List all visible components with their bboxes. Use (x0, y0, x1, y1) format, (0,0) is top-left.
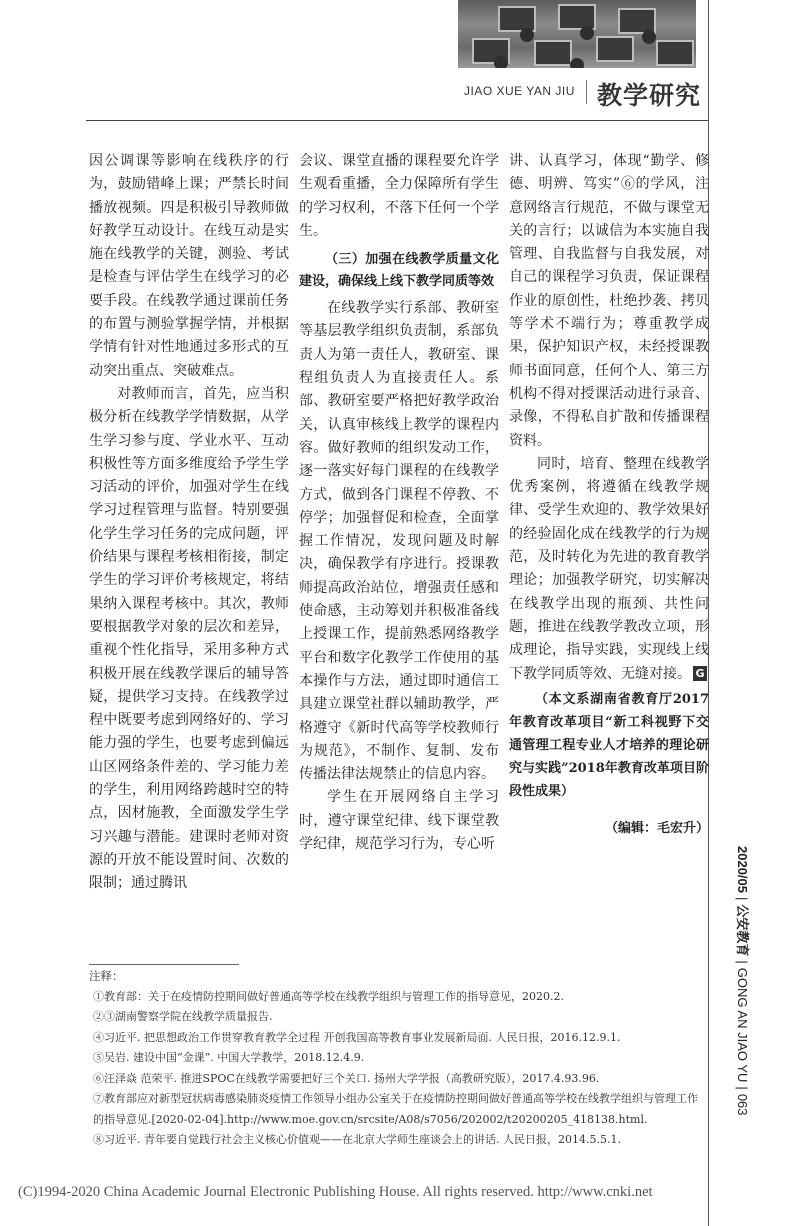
copyright-line: (C)1994-2020 China Academic Journal Electronic Publishing House. All rights reserved. http://www.cnki.net (18, 1184, 653, 1200)
journal-sidebar: 2020/05|公安教育|GONG AN JIAO YU|063 (735, 846, 750, 1116)
paragraph: 对教师而言，首先，应当积极分析在线教学学情数据，从学生学习参与度、学业水平、互动积极性等方面多维度给予学生学习活动的评价，加强对学生在线学习过程管理与监督。特别要强化学生学习任务的完成问题，评价结果与课程考核相衔接，制定学生的学习评价考核规定，将结果纳入课程考核中。其次，教师要根据教学对象的层次和差异，重视个性化指导，采用多种方式积极开展在线教学课后的辅导答疑，提供学习支持。在线教学过程中既要考虑到网络好的、学习能力强的学生，也要考虑到偏远山区网络条件差的、学习能力差的学生，利用网络跨越时空的特点，因材施教，全面激发学生学习兴趣与潜能。建课时老师对资源的开放不能设置时间、次数的限制；通过腾讯 (89, 385, 289, 892)
footnote-item: ⑥汪泽焱 范荣平. 推进SPOC在线教学需要把好三个关口. 扬州大学学报（高教研究版），2017.4.93.96. (93, 1071, 600, 1085)
header-photo (458, 0, 696, 68)
footnote-item: ⑦教育部应对新型冠状病毒感染肺炎疫情工作领导小组办公室关于在疫情防控期间做好普通高等学校在线教学组织与管理工作的指导意见.[2020-02-04].http://www.moe.gov.cn/srcsite/A08/s7056/202002/t20200205_418138.html. (93, 1092, 698, 1126)
journal-pinyin: GONG AN JIAO YU (735, 967, 750, 1083)
footnote-item: ④习近平. 把思想政治工作贯穿教育教学全过程 开创我国高等教育事业发展新局面. 人民日报，2016.12.9.1. (93, 1030, 621, 1044)
issue-number: 2020/05 (735, 846, 750, 893)
paragraph: 学生在开展网络自主学习时，遵守课堂纪律、线下课堂教学纪律，规范学习行为，专心听 (299, 789, 499, 853)
page-number: 063 (735, 1093, 750, 1116)
footnote-rule (89, 964, 239, 965)
footnote-title: 注释： (89, 969, 124, 983)
text-column-1 (89, 150, 289, 896)
paragraph (509, 453, 709, 686)
paragraph: 因公调课等影响在线秩序的行为，鼓励错峰上课；严禁长时间播放视频。四是积极引导教师做好教学互动设计。在线互动是实施在线教学的关键，测验、考试是检查与评估学生在线学习的必要手段。在线教学通过课前任务的布置与测验掌握学情，并根据学情有针对性地通过多形式的互动突出重点、突破难点。 (89, 153, 289, 379)
footnote-item: ①教育部：关于在疫情防控期间做好普通高等学校在线教学组织与管理工作的指导意见，2020.2. (93, 989, 564, 1003)
section-title: 教学研究 (597, 81, 702, 110)
text-column-3 (509, 150, 709, 840)
editor-credit: （编辑：毛宏升） (604, 820, 709, 836)
footnotes (89, 966, 701, 1151)
header-divider (586, 80, 587, 104)
paragraph: 讲、认真学习，体现“勤学、修德、明辨、笃实”⑥的学风，注意网络言行规范，不做与课堂无关的言行；以诚信为本实施自我管理、自我监督与自我发展，对自己的课程学习负责，保证课程作业的原创性，杜绝抄袭、拷贝等学术不端行为；尊重教学成果，保护知识产权，未经授课教师书面同意，任何个人、第三方机构不得对授课活动进行录音、录像，不得私自扩散和传播课程资料。 (509, 153, 709, 449)
paragraph: 在线教学实行系部、教研室等基层教学组织负责制，系部负责人为第一责任人，教研室、课程组负责人为直接责任人。系部、教研室要严格把好教学政治关，认真审核线上教学的课程内容。做好教师的组织发动工作，逐一落实好每门课程的在线教学方式，做到各门课程不停教、不停学；加强督促和检查，全面掌握工作情况，发现问题及时解决，确保教学有序进行。授课教师提高政治站位，增强责任感和使命感，主动筹划并积极准备线上授课工作，提前熟悉网络教学平台和数字化教学工作使用的基本操作与方法，通过即时通信工具建立课堂社群以辅助教学，严格遵守《新时代高等学校教师行为规范》，不制作、复制、发布传播法律法规禁止的信息内容。 (299, 300, 499, 783)
text-column-2 (299, 150, 499, 856)
footnote-item: ②③湖南警察学院在线教学质量报告. (93, 1010, 273, 1023)
footnote-item: ⑧习近平. 青年要自觉践行社会主义核心价值观——在北京大学师生座谈会上的讲话. 人民日报，2014.5.5.1. (93, 1133, 621, 1146)
paragraph: 会议、课堂直播的课程要允许学生观看重播，全力保障所有学生的学习权利，不落下任何一个学生。 (299, 153, 499, 239)
footnote-item: ⑤吴岩. 建设中国“金课”. 中国大学教学，2018.12.4.9. (93, 1051, 365, 1064)
subheading: （三）加强在线教学质量文化建设，确保线上线下教学同质等效 (299, 252, 499, 290)
journal-name: 公安教育 (735, 904, 750, 957)
end-mark-icon: G (693, 666, 707, 681)
header-rule (86, 120, 708, 121)
section-pinyin: JIAO XUE YAN JIU (464, 84, 575, 98)
funding-note: （本文系湖南省教育厅2017年教育改革项目“新工科视野下交通管理工程专业人才培养的理论研究与实践”2018年教育改革项目阶段性成果） (509, 691, 709, 799)
paragraph-text: 同时，培育、整理在线教学优秀案例，将遵循在线教学规律、受学生欢迎的、教学效果好的经验固化成在线教学的行为规范，及时转化为先进的教育教学理论；加强教学研究，切实解决在线教学出现的瓶颈、共性问题，推进在线教学教改立项，形成理论，指导实践，实现线上线下教学同质等效、无缝对接。 (509, 455, 709, 682)
